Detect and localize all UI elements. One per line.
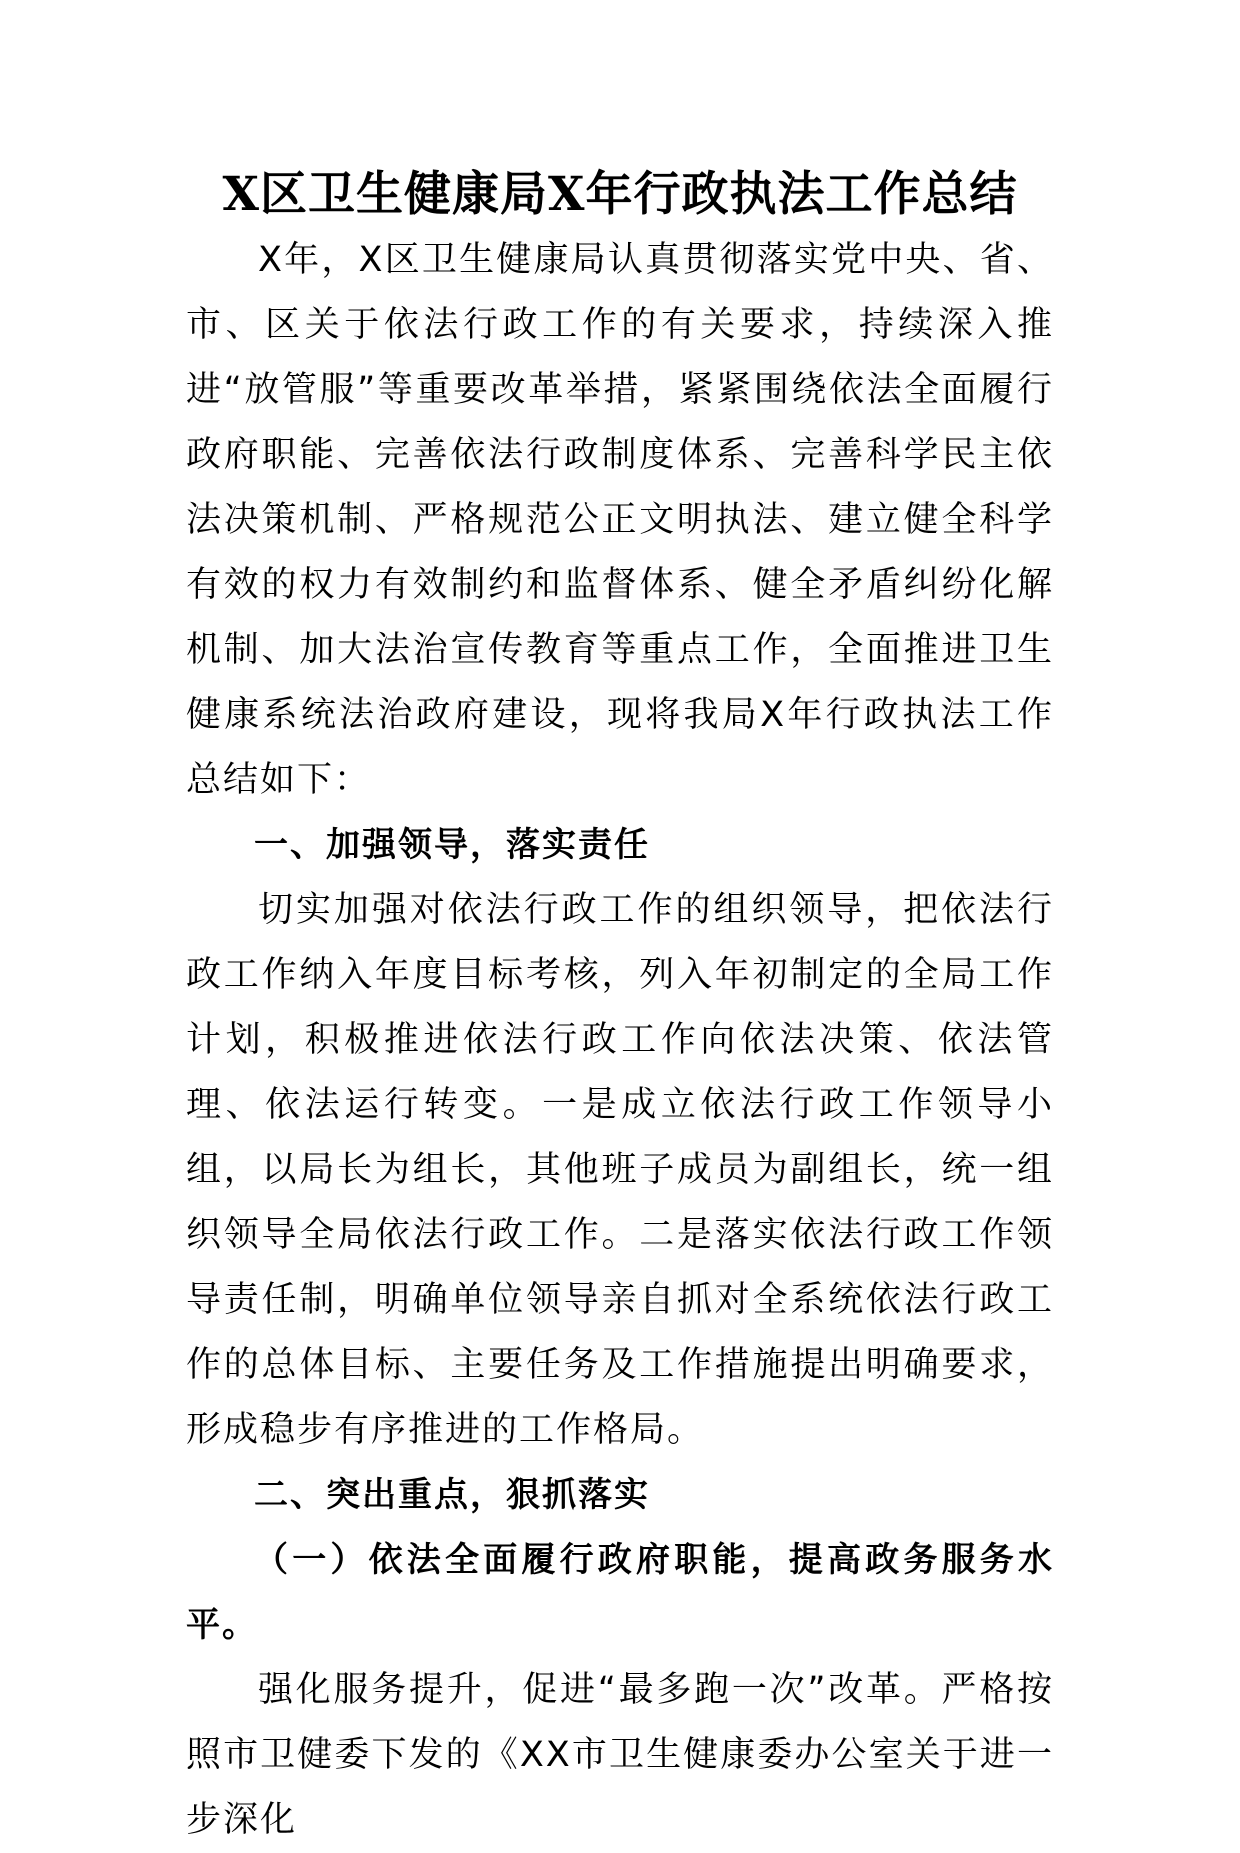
- document-body: [186, 228, 1054, 1853]
- section-2-subsection-1-heading: （一）依法全面履行政府职能，提高政务服务水平。: [186, 1540, 1054, 1645]
- section-2-heading: 二、突出重点，狠抓落实: [254, 1475, 650, 1515]
- section-1-paragraph: 切实加强对依法行政工作的组织领导，把依法行政工作纳入年度目标考核，列入年初制定的全局工作计划，积极推进依法行政工作向依法决策、依法管理、依法运行转变。一是成立依法行政工作领导小组，以局长为组长，其他班子成员为副组长，统一组织领导全局依法行政工作。二是落实依法行政工作领导责任制，明确单位领导亲自抓对全系统依法行政工作的总体目标、主要任务及工作措施提出明确要求，形成稳步有序推进的工作格局。: [186, 890, 1054, 1450]
- section-2-subsection-1-paragraph: 强化服务提升，促进“最多跑一次”改革。严格按照市卫健委下发的《XX市卫生健康委办公室关于进一步深化: [186, 1670, 1054, 1840]
- document-title: X区卫生健康局X年行政执法工作总结: [222, 167, 1018, 222]
- intro-paragraph: X年，X区卫生健康局认真贯彻落实党中央、省、市、区关于依法行政工作的有关要求，持续深入推进“放管服”等重要改革举措，紧紧围绕依法全面履行政府职能、完善依法行政制度体系、完善科学民主依法决策机制、严格规范公正文明执法、建立健全科学有效的权力有效制约和监督体系、健全矛盾纠纷化解机制、加大法治宣传教育等重点工作，全面推进卫生健康系统法治政府建设，现将我局X年行政执法工作总结如下：: [186, 240, 1054, 800]
- section-1-heading: 一、加强领导，落实责任: [254, 825, 650, 865]
